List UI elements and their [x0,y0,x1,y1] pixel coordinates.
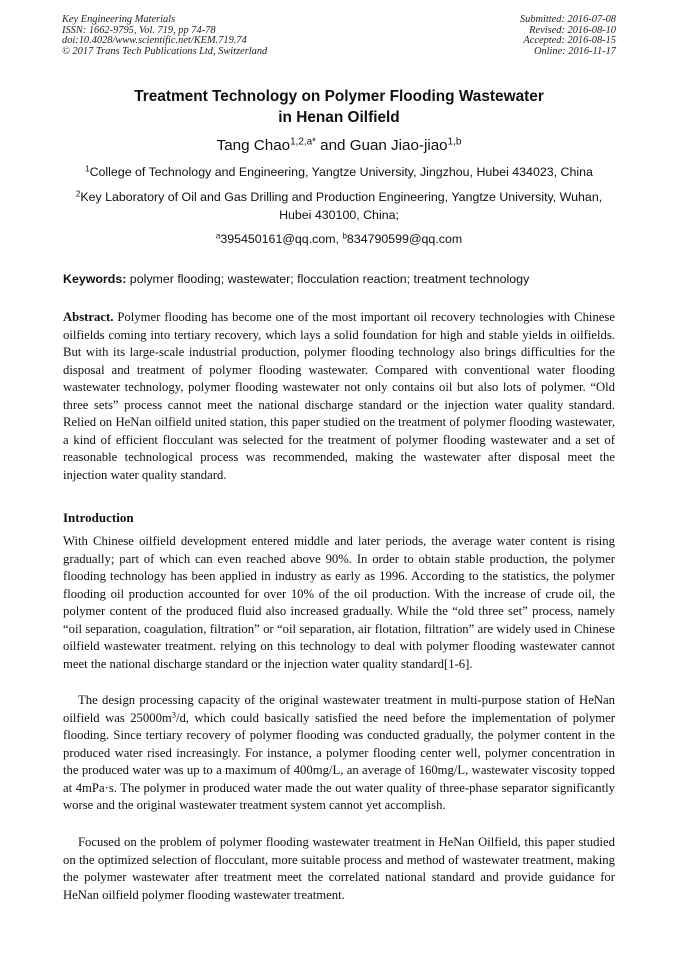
author-1-sup: 1,2,a* [290,136,316,148]
paragraph-2-part-b: /d, which could basically satisfied the need before the implementation of polymer flooding. Since tertiary recovery of polymer flooding was conducted gradually, the polymer content in the produced water rised increasingly. For instance, a polymer flooding center well, polymer concentration in the produced water was up to a maximum of 400mg/L, an average of 160mg/L, wastewater viscosity topped at 4mPa·s. The polymer in produced water made the out water quality of three-phase separator significantly worse and the original wastewater treatment system cannot yet accomplish. [63,710,615,812]
keywords-label: Keywords: [63,272,127,286]
doi-line: doi:10.4028/www.scientific.net/KEM.719.74 [62,35,247,47]
author-2: Guan Jiao-jiao [349,137,448,154]
dates-header [520,15,616,57]
affiliation-1-sup: 1 [85,164,90,174]
submitted-date: Submitted: 2016-07-08 [519,14,616,25]
introduction-paragraph-3: Focused on the problem of polymer flooding wastewater treatment in HeNan Oilfield, this paper studied on the optimized selection of flocculant, more suitable process and method of wastewater treatment, making the polymer wastewater after treatment meet the correlated national standard and provide guidance for HeNan oilfield polymer flooding wastewater treatment. [63,835,615,902]
affiliation-1-text: College of Technology and Engineering, Yangtze University, Jingzhou, Hubei 434023, China [89,165,593,179]
author-list [60,136,618,155]
introduction-paragraph-2 [63,692,615,815]
cubic-superscript: 3 [171,709,176,719]
abstract-label: Abstract. [63,310,114,324]
abstract [63,309,615,484]
journal-name: Key Engineering Materials [62,14,176,25]
author-emails [62,230,616,248]
copyright-line: © 2017 Trans Tech Publications Ltd, Switzerland [62,45,268,57]
paper-title [60,86,618,128]
issn-line: ISSN: 1662-9795, Vol. 719, pp 74-78 [62,24,216,36]
abstract-text: Polymer flooding has become one of the most important oil recovery technologies with Chinese oilfields coming into tertiary recovery, which lays a solid foundation for high and stable yields in oilfields. But with its large-scale industrial production, polymer flooding technology also brings difficulties for the disposal and treatment of polymer flooding wastewater. Compared with conventional water flooding wastewater technology, polymer flooding wastewater not only contains oil but also lots of polymer. “Old three sets” process cannot meet the national discharge standard or the injection water quality standard. Relied on HeNan oilfield united station, this paper studied on the treatment of polymer flooding wastewater, a kind of efficient flocculant was selected for the treatment of polymer flooding wastewater and a set of reasonable technological process was recommended, making the wastewater after disposal meet the injection water quality standard. [63,310,615,482]
keywords-text: polymer flooding; wastewater; flocculation reaction; treatment technology [126,272,530,286]
introduction-heading: Introduction [63,510,134,525]
email-b-sup: b [342,231,347,241]
journal-header [62,15,267,57]
paragraph-2-part-a: The design processing capacity of the original wastewater treatment in multi-purpose station of HeNan oilfield was 25000m [63,693,615,725]
author-conjunction: and [315,137,350,154]
accepted-date: Accepted: 2016-08-15 [523,35,616,47]
keywords [63,271,615,288]
title-line-2: in Henan Oilfield [278,109,400,126]
affiliation-2-text: Key Laboratory of Oil and Gas Drilling and Production Engineering, Yangtze University, Wuhan, Hubei 430100, China; [80,190,603,222]
author-2-sup: 1,b [447,136,462,148]
email-a[interactable]: 395450161@qq.com, [220,232,343,246]
email-a-sup: a [215,231,221,241]
affiliation-1 [62,163,616,181]
revised-date: Revised: 2016-08-10 [529,24,616,36]
email-b[interactable]: 834790599@qq.com [346,232,463,246]
author-1: Tang Chao [216,137,291,154]
online-date: Online: 2016-11-17 [533,45,616,57]
introduction-paragraph-1: With Chinese oilfield development entered middle and later periods, the average water content is rising gradually; part of which can even reached above 90%. In order to obtain stable production, the polymer flooding technology has been applied in industry as early as 1996. According to the statistics, the polymer flooding oil production accounted for over 10% of the oil production. With the increase of crude oil, the polymer content of the produced fluid also increased gradually. While the “old three set” process, namely “oil separation, coagulation, filtration” or “oil separation, air flotation, filtration” are widely used in Chinese oilfield wastewater treatment. relying on this technology to deal with polymer flooding wastewater cannot meet the national discharge standard or the injection water quality standard[1-6]. [63,534,615,671]
affiliation-2-sup: 2 [75,189,81,199]
title-line-1: Treatment Technology on Polymer Flooding Wastewater [134,88,544,105]
affiliation-2 [62,188,616,224]
